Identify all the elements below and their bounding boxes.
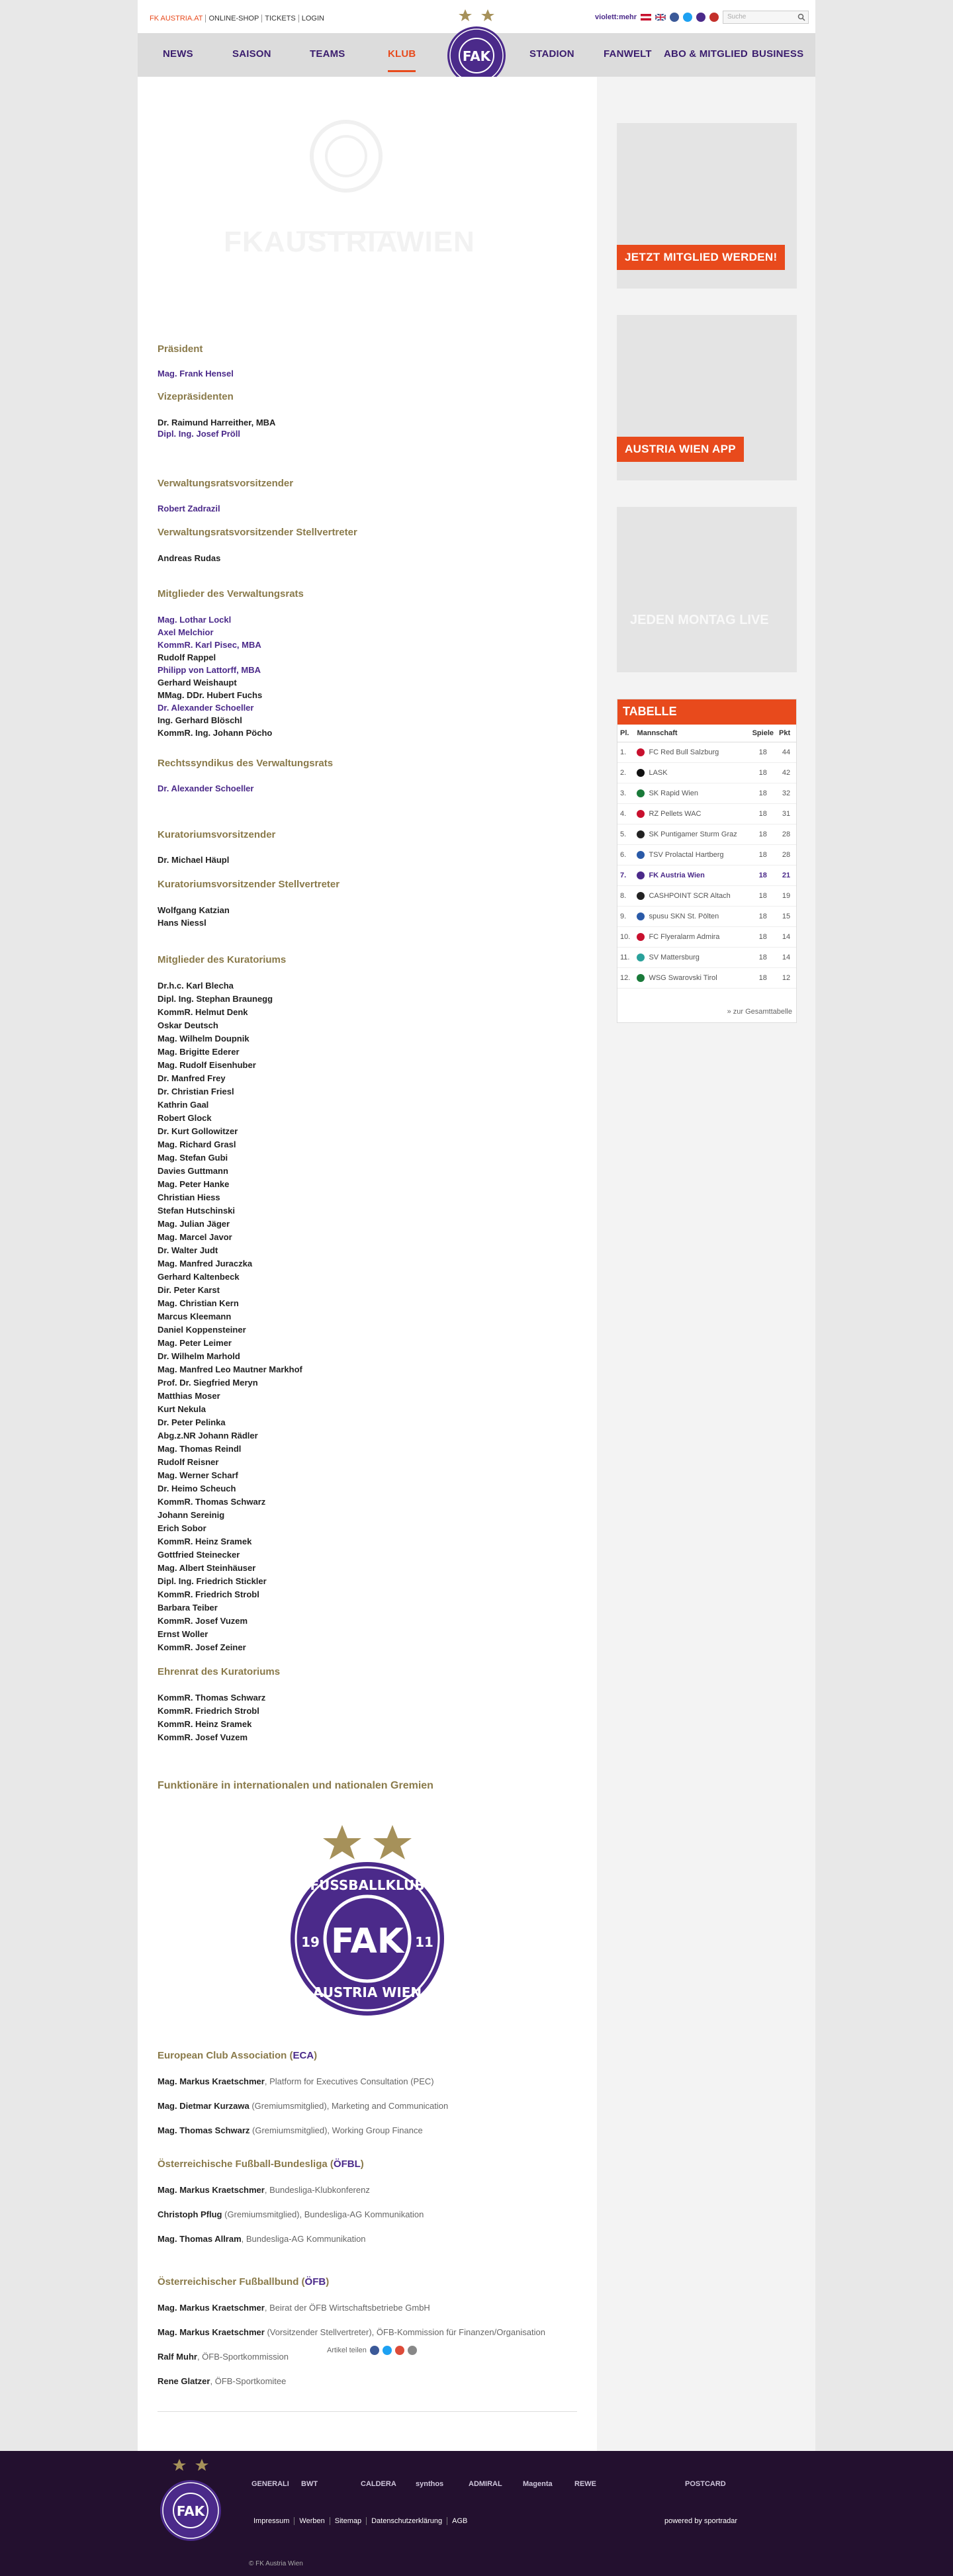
kuratorium-member: Oskar Deutsch [158,1020,218,1030]
gremium-role: , Bundesliga-AG Kommunikation [241,2234,366,2244]
sponsor-logo[interactable]: GENERALI [251,2480,289,2488]
table-row[interactable] [617,927,796,948]
app-button[interactable]: AUSTRIA WIEN APP [617,437,744,462]
kuratorium-member: Robert Glock [158,1113,212,1123]
table-row[interactable] [617,783,796,804]
gremium-name: Österreichischer Fußballbund ( [158,2276,305,2287]
row-team-cell [634,804,749,824]
kuratorium-member: Daniel Koppensteiner [158,1325,246,1335]
gremium-entry [158,2185,370,2195]
row-pkt: 31 [776,804,796,824]
row-team-cell [634,763,749,783]
kuratorium-member: Mag. Manfred Leo Mautner Markhof [158,1364,302,1374]
gremium-role: , ÖFB-Sportkomitee [210,2376,287,2386]
kuratorium-member: Dipl. Ing. Stephan Braunegg [158,994,273,1004]
row-spiele: 18 [750,783,776,804]
row-pkt: 14 [776,927,796,948]
share-twitter-icon[interactable] [383,2346,392,2355]
search-icon[interactable] [797,13,805,21]
row-place: 12. [617,968,634,989]
row-team: SK Puntigamer Sturm Graz [649,830,737,838]
row-team: TSV Prolactal Hartberg [649,850,724,859]
team-crest-icon [637,912,645,920]
gremium-entry [158,2125,423,2135]
kuratorium-member: Barbara Teiber [158,1603,218,1613]
row-spiele: 18 [750,866,776,886]
gremium-heading [158,2050,317,2061]
kuratorium-member: Mag. Richard Grasl [158,1139,236,1149]
row-spiele: 18 [750,948,776,968]
footer-werben[interactable]: Werben [295,2517,330,2525]
row-team: FC Flyeralarm Admira [649,932,720,941]
link-vr-1[interactable]: Mag. Lothar Lockl [158,615,232,625]
table-title: TABELLE [617,699,796,725]
kuratorium-member: Stefan Hutschinski [158,1206,236,1216]
row-place: 10. [617,927,634,948]
gremium-paren: ) [360,2158,364,2170]
kuratorium-member: Mag. Peter Hanke [158,1179,230,1189]
gremium-entry [158,2209,424,2219]
nav-teams[interactable]: TEAMS [310,48,345,60]
top-links [147,15,327,22]
link-rechtssyndikus[interactable]: Dr. Alexander Schoeller [158,783,254,793]
gremium-entry [158,2234,366,2244]
gremium-entry [158,2352,289,2362]
row-team-cell [634,968,749,989]
gremium-entry [158,2303,430,2313]
flag-uk-icon[interactable] [655,14,666,21]
team-crest-icon [637,933,645,941]
youtube-icon[interactable] [709,13,719,22]
row-spiele: 18 [750,886,776,907]
heading-vrv-stv: Verwaltungsratsvorsitzender Stellvertreter [158,527,357,538]
row-pkt: 32 [776,783,796,804]
kuratorium-member: Abg.z.NR Johann Rädler [158,1431,258,1441]
team-crest-icon [637,769,645,777]
row-spiele: 18 [750,907,776,927]
gremium-heading [158,2158,364,2170]
link-vr-2[interactable]: Axel Melchior [158,627,214,637]
row-spiele: 18 [750,927,776,948]
row-team: SV Mattersburg [649,953,700,961]
kuratorium-member: Mag. Christian Kern [158,1298,239,1308]
row-team-cell [634,886,749,907]
club-logo-large [288,1817,447,2016]
kuratorium-member: KommR. Heinz Sramek [158,1536,252,1546]
top-link-login[interactable]: LOGIN [301,15,324,22]
table-row[interactable] [617,824,796,845]
row-place: 6. [617,845,634,866]
kuratorium-member: Dr. Christian Friesl [158,1087,234,1096]
heading-vize: Vizepräsidenten [158,391,234,402]
row-spiele: 18 [750,968,776,989]
league-table [617,699,797,1023]
row-pkt: 12 [776,968,796,989]
share-facebook-icon[interactable] [370,2346,379,2355]
kuratorium-member: Kathrin Gaal [158,1100,209,1110]
gremium-person: Christoph Pflug [158,2209,222,2219]
gremium-person: Mag. Markus Kraetschmer [158,2185,265,2195]
ehrenrat-member: KommR. Friedrich Strobl [158,1706,259,1716]
team-crest-icon [637,789,645,797]
name-kuratorium-stv-1: Wolfgang Katzian [158,905,230,915]
heading-vr-mitglieder: Mitglieder des Verwaltungsrats [158,588,304,600]
table-row[interactable] [617,845,796,866]
row-pkt: 21 [776,866,796,886]
share-label: Artikel teilen [327,2346,367,2354]
nav-klub[interactable]: KLUB [388,48,416,60]
svg-text:FAK: FAK [462,48,491,64]
heading-kuratorium-mitglieder: Mitglieder des Kuratoriums [158,954,287,965]
promo-live[interactable] [617,507,797,672]
kuratorium-member: Mag. Thomas Reindl [158,1444,242,1454]
team-crest-icon [637,851,645,859]
name-kuratorium-vors: Dr. Michael Häupl [158,855,230,865]
kuratorium-member: Mag. Manfred Juraczka [158,1259,253,1268]
heading-gremien: Funktionäre in internationalen und nationalen Gremien [158,1780,433,1791]
logo-year-left: 19 [301,1934,320,1950]
table-row[interactable] [617,907,796,927]
kuratorium-member: Mag. Wilhelm Doupnik [158,1034,250,1044]
twitter-icon[interactable] [683,13,692,22]
heading-praesident: Präsident [158,343,203,355]
kuratorium-member: KommR. Josef Vuzem [158,1616,248,1626]
col-pkt: Pkt [776,725,796,742]
kuratorium-member: Mag. Rudolf Eisenhuber [158,1060,256,1070]
share-row [327,2346,417,2355]
kuratorium-member: Dir. Peter Karst [158,1285,220,1295]
search-placeholder: Suche [727,13,747,21]
team-crest-icon [637,830,645,838]
watermark-text: FKAUSTRIAWIEN [224,226,475,258]
row-team: FK Austria Wien [649,871,705,879]
footer-sitemap[interactable]: Sitemap [330,2517,367,2525]
sponsor-logo[interactable]: ADMIRAL [469,2480,502,2488]
flag-at-icon[interactable] [641,14,651,21]
svg-text:FAK: FAK [176,2503,205,2519]
kuratorium-member: Christian Hiess [158,1192,220,1202]
link-praesident[interactable]: Mag. Frank Hensel [158,369,234,378]
row-place: 5. [617,824,634,845]
gremium-person: Mag. Markus Kraetschmer [158,2303,265,2313]
row-place: 8. [617,886,634,907]
row-team-cell [634,948,749,968]
row-team-cell [634,907,749,927]
heading-rechtssyndikus: Rechtssyndikus des Verwaltungsrats [158,758,334,769]
gremium-heading [158,2276,329,2287]
gremium-abbr-link[interactable]: ECA [293,2050,314,2061]
row-team: WSG Swarovski Tirol [649,973,717,982]
row-team: RZ Pellets WAC [649,809,702,818]
kuratorium-member: Dr. Walter Judt [158,1245,218,1255]
link-vr-5[interactable]: Philipp von Lattorff, MBA [158,665,261,675]
team-crest-icon [637,974,645,982]
sponsor-logo[interactable]: CALDERA [361,2480,396,2488]
copyright: © FK Austria Wien [249,2560,303,2567]
gremium-abbr-link[interactable]: ÖFBL [333,2158,361,2170]
top-link-fkaustria[interactable]: FK AUSTRIA.AT [147,15,206,22]
kuratorium-member: Marcus Kleemann [158,1311,232,1321]
table-row[interactable] [617,804,796,824]
kuratorium-member: Davies Guttmann [158,1166,228,1176]
row-pkt: 14 [776,948,796,968]
top-right [595,11,809,24]
gremium-role: (Gremiumsmitglied), Marketing and Communication [249,2101,449,2111]
nav-abo-mitglied[interactable]: ABO & MITGLIED [664,48,748,60]
row-place: 11. [617,948,634,968]
footer-links [249,2517,472,2525]
share-google-icon[interactable] [395,2346,404,2355]
gremium-role: , ÖFB-Sportkommission [197,2352,289,2362]
kuratorium-member: Gottfried Steinecker [158,1550,240,1560]
kuratorium-member: Dr. Wilhelm Marhold [158,1351,240,1361]
kuratorium-member: Kurt Nekula [158,1404,206,1414]
share-email-icon[interactable] [408,2346,417,2355]
divider [158,2411,577,2412]
gremium-name: European Club Association ( [158,2050,293,2061]
search-input[interactable] [723,11,809,24]
row-team-cell [634,927,749,948]
gremium-entry [158,2376,286,2386]
logo-monogram: FAK [330,1922,404,1961]
kuratorium-member: Dr. Heimo Scheuch [158,1484,236,1493]
top-link-shop[interactable]: ONLINE-SHOP [206,15,262,22]
team-crest-icon [637,748,645,756]
row-spiele: 18 [750,742,776,763]
col-spiele: Spiele [750,725,776,742]
row-spiele: 18 [750,804,776,824]
link-vr-8[interactable]: Dr. Alexander Schoeller [158,703,254,713]
row-pkt: 44 [776,742,796,763]
name-kuratorium-stv-2: Hans Niessl [158,918,206,928]
heading-ehrenrat: Ehrenrat des Kuratoriums [158,1666,281,1677]
row-team: SK Rapid Wien [649,789,699,797]
ehrenrat-member: KommR. Josef Vuzem [158,1732,248,1742]
row-team-cell [634,783,749,804]
instagram-icon[interactable] [696,13,705,22]
gremium-role: (Gremiumsmitglied), Working Group Finance [250,2125,423,2135]
name-vr-4: Rudolf Rappel [158,652,216,662]
gremium-person: Rene Glatzer [158,2376,210,2386]
row-team: LASK [649,768,668,777]
sponsor-logo[interactable]: Magenta [523,2480,553,2488]
heading-kuratorium-stv: Kuratoriumsvorsitzender Stellvertreter [158,879,340,890]
gremium-role: , Platform for Executives Consultation (PEC) [264,2076,434,2086]
kuratorium-member: Dr. Kurt Gollowitzer [158,1126,238,1136]
kuratorium-member: Matthias Moser [158,1391,220,1401]
footer-logo[interactable] [158,2455,224,2548]
kuratorium-member: Prof. Dr. Siegfried Meryn [158,1378,258,1388]
team-crest-icon [637,892,645,900]
kuratorium-member: KommR. Thomas Schwarz [158,1497,266,1507]
kuratorium-member: Erich Sobor [158,1523,206,1533]
ehrenrat-member: KommR. Thomas Schwarz [158,1693,266,1703]
row-spiele: 18 [750,824,776,845]
table-row[interactable] [617,886,796,907]
link-vize-2[interactable]: Dipl. Ing. Josef Pröll [158,429,240,439]
kuratorium-member: Mag. Julian Jäger [158,1219,230,1229]
kuratorium-member: Mag. Marcel Javor [158,1232,232,1242]
team-crest-icon [637,871,645,879]
sponsor-logo[interactable]: BWT [301,2480,318,2488]
row-place: 4. [617,804,634,824]
row-pkt: 15 [776,907,796,927]
row-pkt: 42 [776,763,796,783]
promo-live-text: JEDEN MONTAG LIVE [630,613,769,627]
kuratorium-member: Rudolf Reisner [158,1457,219,1467]
row-team: spusu SKN St. Pölten [649,912,719,920]
gremium-paren: ) [326,2276,330,2287]
team-crest-icon [637,810,645,818]
table-row[interactable] [617,866,796,886]
gremium-role: , Bundesliga-Klubkonferenz [264,2185,370,2195]
sponsor-logo[interactable]: synthos [416,2480,444,2488]
kuratorium-member: Mag. Peter Leimer [158,1338,232,1348]
table-row[interactable] [617,763,796,783]
nav-business[interactable]: BUSINESS [752,48,804,60]
kuratorium-member: Dr. Peter Pelinka [158,1417,226,1427]
kuratorium-member: Mag. Stefan Gubi [158,1153,228,1163]
link-vrv[interactable]: Robert Zadrazil [158,504,220,513]
logo-year-right: 11 [415,1934,433,1950]
mitglied-button[interactable]: JETZT MITGLIED WERDEN! [617,245,785,270]
name-vr-9: Ing. Gerhard Blöschl [158,715,242,725]
top-link-tickets[interactable]: TICKETS [262,15,298,22]
kuratorium-member: Johann Sereinig [158,1510,225,1520]
row-team: CASHPOINT SCR Altach [649,891,731,900]
powered-by: powered by sportradar [664,2517,738,2525]
row-place: 7. [617,866,634,886]
sponsor-logo[interactable]: POSTCARD [685,2480,726,2488]
gremium-paren: ) [314,2050,318,2061]
nav-fanwelt[interactable]: FANWELT [604,48,652,60]
kuratorium-member: Mag. Brigitte Ederer [158,1047,240,1057]
row-spiele: 18 [750,845,776,866]
nav-stadion[interactable]: STADION [529,48,574,60]
watermark-logo [237,116,455,242]
gremium-person: Mag. Dietmar Kurzawa [158,2101,250,2111]
row-team-cell [634,742,749,763]
footer [0,2451,953,2576]
footer-impressum[interactable]: Impressum [249,2517,295,2525]
row-place: 1. [617,742,634,763]
kuratorium-member: KommR. Helmut Denk [158,1007,248,1017]
nav-news[interactable]: NEWS [163,48,193,60]
gremium-entry [158,2327,545,2337]
gremium-person: Mag. Thomas Schwarz [158,2125,250,2135]
kuratorium-member: Ernst Woller [158,1629,208,1639]
table-row[interactable] [617,968,796,989]
table-body [617,742,796,989]
row-pkt: 28 [776,824,796,845]
heading-vrv: Verwaltungsratsvorsitzender [158,478,294,489]
logo-ring-bottom: AUSTRIA WIEN [312,1984,422,2000]
kuratorium-member: Gerhard Kaltenbeck [158,1272,240,1282]
row-team-cell [634,866,749,886]
footer-datenschutz[interactable]: Datenschutzerklärung [367,2517,447,2525]
kuratorium-member: Mag. Werner Scharf [158,1470,238,1480]
name-vrv-stv: Andreas Rudas [158,553,221,563]
row-pkt: 28 [776,845,796,866]
sponsor-logo[interactable]: REWE [574,2480,596,2488]
gremium-entry [158,2101,448,2111]
col-pl: Pl. [617,725,634,742]
gremium-abbr-link[interactable]: ÖFB [304,2276,326,2287]
kuratorium-member: Dr. Manfred Frey [158,1073,226,1083]
row-team: FC Red Bull Salzburg [649,748,719,756]
kuratorium-member: KommR. Josef Zeiner [158,1642,246,1652]
gremium-role: , Beirat der ÖFB Wirtschaftsbetriebe GmbH [264,2303,430,2313]
gesamttabelle-link[interactable]: » zur Gesamttabelle [727,1008,792,1016]
link-vr-3[interactable]: KommR. Karl Pisec, MBA [158,640,261,650]
logo-ring-top: FUSSBALLKLUB [310,1877,425,1893]
gremium-person: Mag. Markus Kraetschmer [158,2076,265,2086]
tagline: violett:mehr [595,13,637,21]
name-vr-6: Gerhard Weishaupt [158,678,237,688]
nav-saison[interactable]: SAISON [232,48,271,60]
promo-app[interactable] [617,315,797,480]
row-place: 2. [617,763,634,783]
footer-agb[interactable]: AGB [452,2517,468,2525]
kuratorium-member: Dr.h.c. Karl Blecha [158,981,234,991]
name-vr-7: MMag. DDr. Hubert Fuchs [158,690,263,700]
gremium-role: (Vorsitzender Stellvertreter), ÖFB-Kommission für Finanzen/Organisation [264,2327,545,2337]
row-place: 3. [617,783,634,804]
row-spiele: 18 [750,763,776,783]
kuratorium-member: KommR. Friedrich Strobl [158,1589,259,1599]
gremium-person: Mag. Thomas Allram [158,2234,242,2244]
name-vr-10: KommR. Ing. Johann Pöcho [158,728,273,738]
kuratorium-member: Mag. Albert Steinhäuser [158,1563,256,1573]
table-row[interactable] [617,948,796,968]
heading-kuratorium-vors: Kuratoriumsvorsitzender [158,829,276,840]
name-vize-1: Dr. Raimund Harreither, MBA [158,418,276,427]
gremium-name: Österreichische Fußball-Bundesliga ( [158,2158,334,2170]
row-pkt: 19 [776,886,796,907]
promo-mitglied[interactable] [617,123,797,289]
col-team: Mannschaft [634,725,749,742]
gremium-person: Mag. Markus Kraetschmer [158,2327,265,2337]
table-row[interactable] [617,742,796,763]
main-content [138,77,597,2451]
gremium-entry [158,2076,434,2086]
row-team-cell [634,845,749,866]
row-place: 9. [617,907,634,927]
sidebar [597,77,815,2451]
team-crest-icon [637,954,645,961]
facebook-icon[interactable] [670,13,679,22]
gremium-role: (Gremiumsmitglied), Bundesliga-AG Kommunikation [222,2209,424,2219]
gremium-person: Ralf Muhr [158,2352,197,2362]
ehrenrat-member: KommR. Heinz Sramek [158,1719,252,1729]
kuratorium-member: Dipl. Ing. Friedrich Stickler [158,1576,267,1586]
row-team-cell [634,824,749,845]
